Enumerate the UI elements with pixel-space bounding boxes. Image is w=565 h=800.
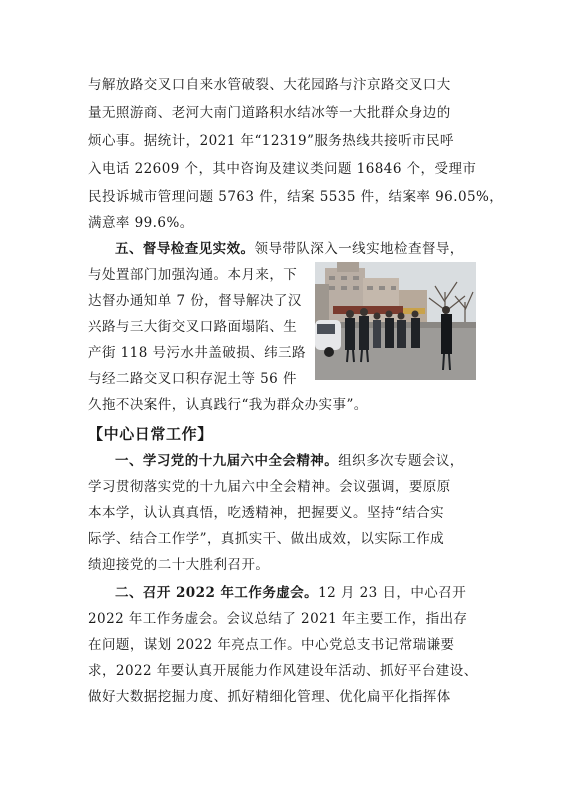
text-line <box>115 584 480 602</box>
text-line: 久拖不决案件，认真践行“我为群众办实事”。 <box>88 397 368 413</box>
text-line: 绩迎接党的二十大胜利召开。 <box>88 557 270 573</box>
text-span: 组织多次专题会议， <box>338 453 464 469</box>
inspection-photo <box>315 262 476 380</box>
text-line: 学习贯彻落实党的十九届六中全会精神。会议强调，要原原 <box>88 479 451 495</box>
text-line: 产街 118 号污水井盖破损、纬三路 <box>88 345 306 361</box>
text-line: 与解放路交叉口自来水管破裂、大花园路与汴京路交叉口大 <box>88 77 451 93</box>
photo-street-inspection-icon <box>315 262 476 380</box>
text-line <box>115 240 480 258</box>
text-span: 12 月 23 日，中心召开 <box>318 585 467 601</box>
text-line <box>115 452 480 470</box>
text-line: 2022 年工作务虚会。会议总结了 2021 年主要工作，指出存 <box>88 611 468 627</box>
text-line: 与经二路交叉口积存泥土等 56 件 <box>88 371 297 387</box>
paragraph-heading: 二、召开 2022 年工作务虚会。 <box>115 585 319 601</box>
text-line: 在问题，谋划 2022 年亮点工作。中心党总支书记常瑞谦要 <box>88 637 455 653</box>
text-line: 满意率 99.6%。 <box>88 215 194 231</box>
text-span: 领导带队深入一线实地检查督导， <box>254 241 464 257</box>
text-line: 入电话 22609 个，其中咨询及建议类问题 16846 个，受理市 <box>88 161 477 177</box>
paragraph-heading: 五、督导检查见实效。 <box>115 241 255 257</box>
section-title: 【中心日常工作】 <box>88 425 213 443</box>
text-line: 烦心事。据统计，2021 年“12319”服务热线共接听市民呼 <box>88 133 454 149</box>
text-line: 本本学，认认真真悟，吃透精神，把握要义。坚持“结合实 <box>88 505 445 521</box>
text-line: 做好大数据挖掘力度、抓好精细化管理、优化扁平化指挥体 <box>88 689 451 705</box>
text-line: 民投诉城市管理问题 5763 件，结案 5535 件，结案率 96.05%， <box>88 189 504 205</box>
text-line: 达督办通知单 7 份，督导解决了汉 <box>88 293 302 309</box>
text-line: 与处置部门加强沟通。本月来，下 <box>88 267 298 283</box>
text-line: 兴路与三大街交叉口路面塌陷、生 <box>88 319 298 335</box>
text-line: 量无照游商、老河大南门道路积水结冰等一大批群众身边的 <box>88 105 451 121</box>
paragraph-heading: 一、学习党的十九届六中全会精神。 <box>115 453 339 469</box>
text-line: 求，2022 年要认真开展能力作风建设年活动、抓好平台建设、 <box>88 663 478 679</box>
text-line: 际学、结合工作学”，真抓实干、做出成效，以实际工作成 <box>88 531 445 547</box>
